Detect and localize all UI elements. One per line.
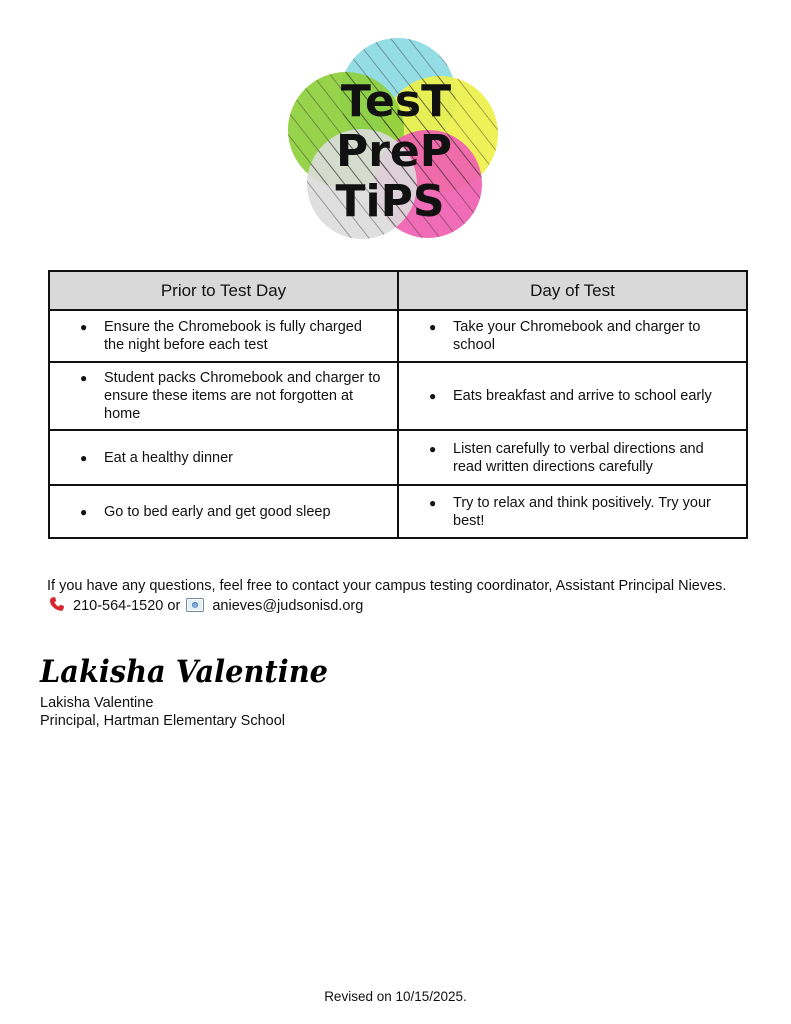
logo-line-3: TiPS <box>335 176 445 227</box>
svg-text:Lakisha Valentine: Lakisha Valentine <box>39 654 329 690</box>
prior-tip: Student packs Chromebook and charger to ensure these items are not forgotten at home <box>104 370 381 422</box>
phone-number[interactable]: 210-564-1520 <box>73 598 164 614</box>
prior-cell: ● Go to bed early and get good sleep <box>49 485 398 538</box>
svg-text:@: @ <box>193 603 198 609</box>
header-prior: Prior to Test Day <box>49 271 398 310</box>
day-cell: ● Eats breakfast and arrive to school early <box>398 362 747 430</box>
revised-date: Revised on 10/15/2025. <box>324 989 467 1004</box>
prior-cell: ● Student packs Chromebook and charger to ensure these items are not forgotten at home <box>49 362 398 430</box>
signer-title: Principal, Hartman Elementary School <box>40 713 285 729</box>
prior-cell: ● Ensure the Chromebook is fully charged the night before each test <box>49 310 398 362</box>
signer-name: Lakisha Valentine <box>40 695 154 711</box>
contact-text: If you have any questions, feel free to contact your campus testing coordinator, Assistant Principal Nieves. <box>47 578 727 594</box>
day-tip: Eats breakfast and arrive to school early <box>453 388 712 404</box>
table-row <box>49 362 747 430</box>
table-row <box>49 485 747 538</box>
email-address[interactable]: anieves@judsonisd.org <box>212 598 364 614</box>
test-tips-table <box>48 270 748 539</box>
phone-icon <box>49 596 65 618</box>
handwritten-signature <box>38 648 348 692</box>
day-tip: Listen carefully to verbal directions and read written directions carefully <box>453 440 704 475</box>
day-cell: ● Try to relax and think positively. Try your best! <box>398 485 747 538</box>
email-icon <box>186 598 204 618</box>
day-cell: ● Listen carefully to verbal directions and read written directions carefully <box>398 430 747 485</box>
prior-cell: ● Eat a healthy dinner <box>49 430 398 485</box>
day-cell: ● Take your Chromebook and charger to school <box>398 310 747 362</box>
table-row <box>49 310 747 362</box>
table-row <box>49 430 747 485</box>
prior-tip: Go to bed early and get good sleep <box>104 503 331 520</box>
day-tip: Try to relax and think positively. Try your best! <box>453 494 711 529</box>
logo-line-1: TesT <box>340 76 452 127</box>
prior-tip: Ensure the Chromebook is fully charged the night before each test <box>104 319 362 353</box>
logo-line-2: PreP <box>335 126 453 177</box>
day-tip: Take your Chromebook and charger to school <box>453 319 701 353</box>
contact-paragraph <box>47 576 747 618</box>
signer-block <box>40 694 285 730</box>
or-text: or <box>167 598 181 614</box>
header-day: Day of Test <box>398 271 747 310</box>
prior-tip: Eat a healthy dinner <box>104 449 233 466</box>
test-prep-tips-logo <box>280 34 505 249</box>
